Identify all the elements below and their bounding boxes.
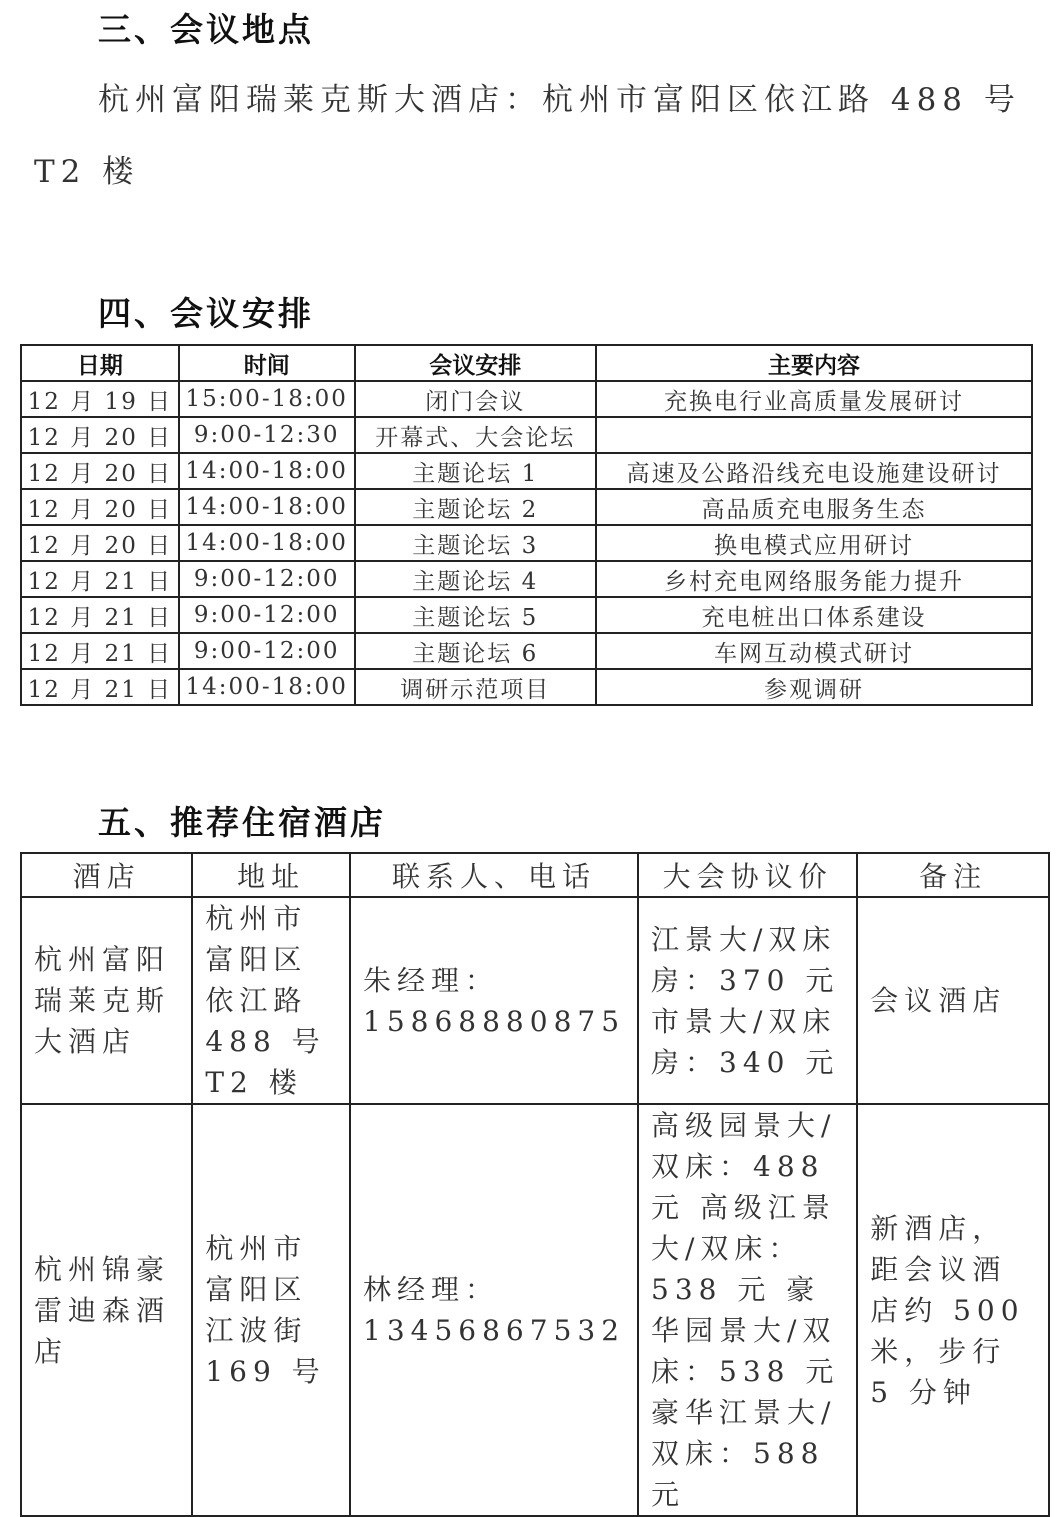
time-cell: 9:00-12:00	[179, 561, 355, 597]
column-header: 会议安排	[355, 345, 596, 381]
hotel-name: 杭州锦豪雷迪森酒店	[34, 1252, 171, 1368]
date-cell: 12 月 20 日	[21, 489, 179, 525]
hotel-contact: 朱经理：15868880875	[363, 963, 626, 1038]
venue-line-2: T2 楼	[34, 154, 140, 190]
content-cell	[596, 417, 1032, 453]
venue-line-1: 杭州富阳瑞莱克斯大酒店：杭州市富阳区依江路 488 号	[98, 82, 1021, 118]
table-row	[21, 381, 1032, 417]
content-cell: 充换电行业高质量发展研讨	[596, 381, 1032, 417]
table-row	[21, 669, 1032, 705]
hotel-note: 新酒店，距会议酒店约 500 米，步行 5 分钟	[870, 1211, 1025, 1409]
session-cell: 主题论坛 2	[355, 489, 596, 525]
session-cell: 主题论坛 5	[355, 597, 596, 633]
hotel-name-cell	[21, 1104, 192, 1516]
date-cell: 12 月 21 日	[21, 561, 179, 597]
column-header: 联系人、电话	[350, 853, 638, 897]
session-cell: 调研示范项目	[355, 669, 596, 705]
table-row	[21, 1104, 1049, 1516]
hotel-address: 杭州市富阳区依江路 488 号 T2 楼	[205, 902, 326, 1099]
column-header: 主要内容	[596, 345, 1032, 381]
contact-cell	[350, 1104, 638, 1516]
hotel-address: 杭州市富阳区江波街 169 号	[205, 1232, 326, 1388]
date-cell: 12 月 20 日	[21, 417, 179, 453]
hotel-header-row	[21, 853, 1049, 897]
content-cell: 换电模式应用研讨	[596, 525, 1032, 561]
date-cell: 12 月 21 日	[21, 597, 179, 633]
time-cell: 9:00-12:00	[179, 597, 355, 633]
hotel-name-cell	[21, 897, 192, 1104]
hotel-price: 高级园景大/双床：488 元 高级江景大/双床：538 元 豪华园景大/双床：538 元 豪华江景大/双床：588 元	[651, 1109, 840, 1511]
table-row	[21, 561, 1032, 597]
date-cell: 12 月 20 日	[21, 453, 179, 489]
hotel-contact: 林经理：13456867532	[363, 1273, 626, 1347]
content-cell: 参观调研	[596, 669, 1032, 705]
content-cell: 高品质充电服务生态	[596, 489, 1032, 525]
table-row	[21, 417, 1032, 453]
table-row	[21, 453, 1032, 489]
session-cell: 闭门会议	[355, 381, 596, 417]
time-cell: 14:00-18:00	[179, 525, 355, 561]
section5-heading: 五、推荐住宿酒店	[98, 803, 386, 842]
note-cell	[857, 897, 1049, 1104]
table-row	[21, 525, 1032, 561]
hotel-price: 江景大/双床房：370 元 市景大/双床房：340 元	[651, 922, 840, 1079]
address-cell	[192, 1104, 350, 1516]
time-cell: 14:00-18:00	[179, 453, 355, 489]
date-cell: 12 月 19 日	[21, 381, 179, 417]
time-cell: 14:00-18:00	[179, 669, 355, 705]
column-header: 酒店	[21, 853, 192, 897]
section4-heading: 四、会议安排	[98, 294, 314, 333]
note-cell	[857, 1104, 1049, 1516]
column-header: 时间	[179, 345, 355, 381]
price-cell	[638, 897, 857, 1104]
hotel-table	[20, 852, 1050, 1517]
price-cell	[638, 1104, 857, 1516]
column-header: 日期	[21, 345, 179, 381]
table-row	[21, 897, 1049, 1104]
column-header: 大会协议价	[638, 853, 857, 897]
table-row	[21, 489, 1032, 525]
session-cell: 开幕式、大会论坛	[355, 417, 596, 453]
content-cell: 高速及公路沿线充电设施建设研讨	[596, 453, 1032, 489]
time-cell: 9:00-12:00	[179, 633, 355, 669]
session-cell: 主题论坛 1	[355, 453, 596, 489]
session-cell: 主题论坛 3	[355, 525, 596, 561]
content-cell: 充电桩出口体系建设	[596, 597, 1032, 633]
date-cell: 12 月 20 日	[21, 525, 179, 561]
table-row	[21, 597, 1032, 633]
contact-cell	[350, 897, 638, 1104]
column-header: 备注	[857, 853, 1049, 897]
content-cell: 车网互动模式研讨	[596, 633, 1032, 669]
date-cell: 12 月 21 日	[21, 669, 179, 705]
section3-heading: 三、会议地点	[98, 10, 314, 49]
content-cell: 乡村充电网络服务能力提升	[596, 561, 1032, 597]
hotel-note: 会议酒店	[870, 984, 1007, 1017]
time-cell: 15:00-18:00	[179, 381, 355, 417]
schedule-header-row	[21, 345, 1032, 381]
hotel-name: 杭州富阳瑞莱克斯大酒店	[34, 943, 171, 1058]
address-cell	[192, 897, 350, 1104]
time-cell: 14:00-18:00	[179, 489, 355, 525]
session-cell: 主题论坛 4	[355, 561, 596, 597]
session-cell: 主题论坛 6	[355, 633, 596, 669]
schedule-table	[20, 344, 1033, 706]
column-header: 地址	[192, 853, 350, 897]
date-cell: 12 月 21 日	[21, 633, 179, 669]
table-row	[21, 633, 1032, 669]
time-cell: 9:00-12:30	[179, 417, 355, 453]
